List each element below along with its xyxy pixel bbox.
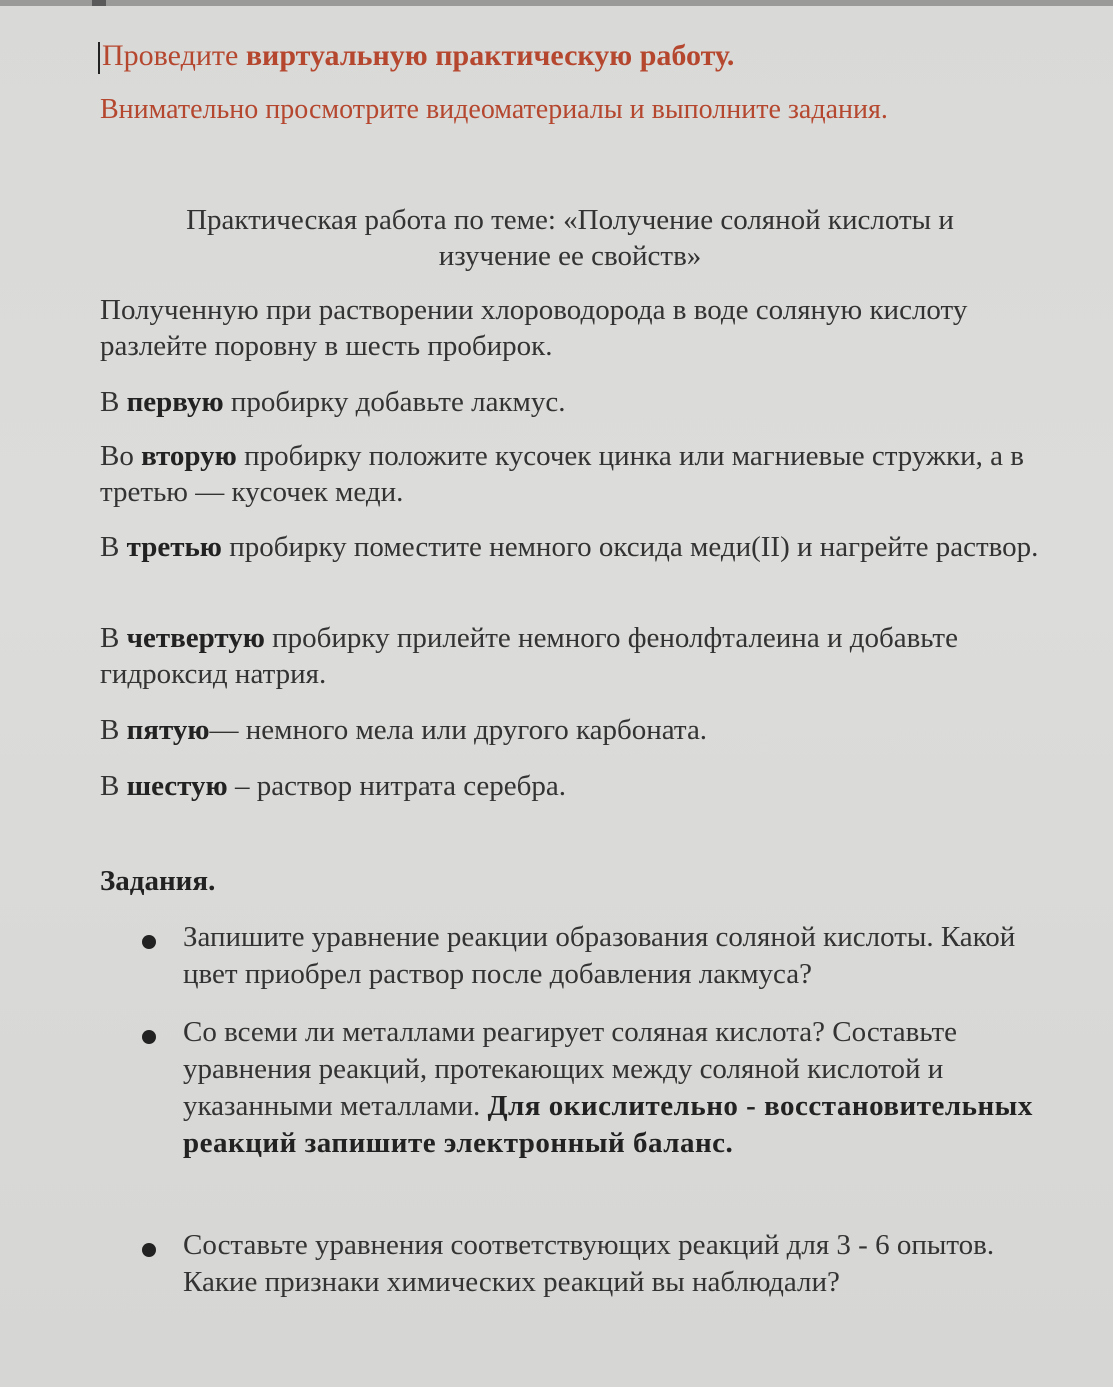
text-pre: В [100,770,127,802]
text-bold: пятую [126,714,210,746]
text-post: – раствор нитрата серебра. [227,770,567,802]
bullet-icon [142,1030,156,1044]
text-post: пробирку положите кусочек цинка или магниевые стружки, а в третью — кусочек меди. [100,440,1024,508]
text-pre: В [100,714,127,746]
paragraph-tube-5 [100,712,1060,748]
text-pre: Во [100,440,142,472]
paragraph-tube-6 [100,768,1060,804]
text-pre: В [100,622,127,654]
paragraph-intro: Полученную при растворении хлороводорода в воде соляную кислоту разлейте поровну в шесть пробирок. [100,294,968,362]
paragraph-tube-3 [100,529,1060,565]
task-item-3: Составьте уравнения соответствующих реакций для 3 - 6 опытов. Какие признаки химических реакций вы наблюдали? [183,1229,995,1298]
text-cursor [98,42,100,74]
text-bold: первую [126,386,224,418]
instruction-line: Внимательно просмотрите видеоматериалы и выполните задания. [100,94,888,125]
text-bold: четвертую [126,622,265,654]
intro-line [102,38,734,74]
intro-bold: виртуальную практическую работу. [245,39,735,72]
text-bold: третью [126,531,222,563]
title-line-1: Практическая работа по теме: «Получение соляной кислоты и [186,204,954,236]
text-post: — немного мела или другого карбоната. [209,714,708,746]
intro-normal: Проведите [102,39,246,72]
task-text: Со всеми ли металлами реагирует соляная кислота? Составьте уравнения реакций, протекающих между соляной кислотой и указанными металлами. [183,1016,957,1122]
paragraph-tube-4 [100,620,1060,692]
title-line-2: изучение ее свойств» [438,240,702,272]
task-item-1: Запишите уравнение реакции образования соляной кислоты. Какой цвет приобрел раствор после добавления лакмуса? [183,921,1016,990]
paragraph-tube-2 [100,438,1060,510]
task-bold-text: Для окислительно - восстановительных реакций запишите электронный баланс. [183,1090,1033,1159]
text-post: пробирку добавьте лакмус. [223,386,566,418]
text-pre: В [100,386,127,418]
text-bold: вторую [141,440,237,472]
tasks-heading: Задания. [100,865,216,897]
text-post: пробирку прилейте немного фенолфталеина и добавьте гидроксид натрия. [100,622,958,690]
bullet-icon [142,935,156,949]
bullet-icon [142,1243,156,1257]
text-bold: шестую [126,770,228,802]
document-page[interactable] [0,6,1113,1387]
text-post: пробирку поместите немного оксида меди(II) и нагрейте раствор. [221,531,1039,563]
paragraph-tube-1 [100,384,1060,420]
text-pre: В [100,531,127,563]
task-item-2 [183,1014,1053,1162]
